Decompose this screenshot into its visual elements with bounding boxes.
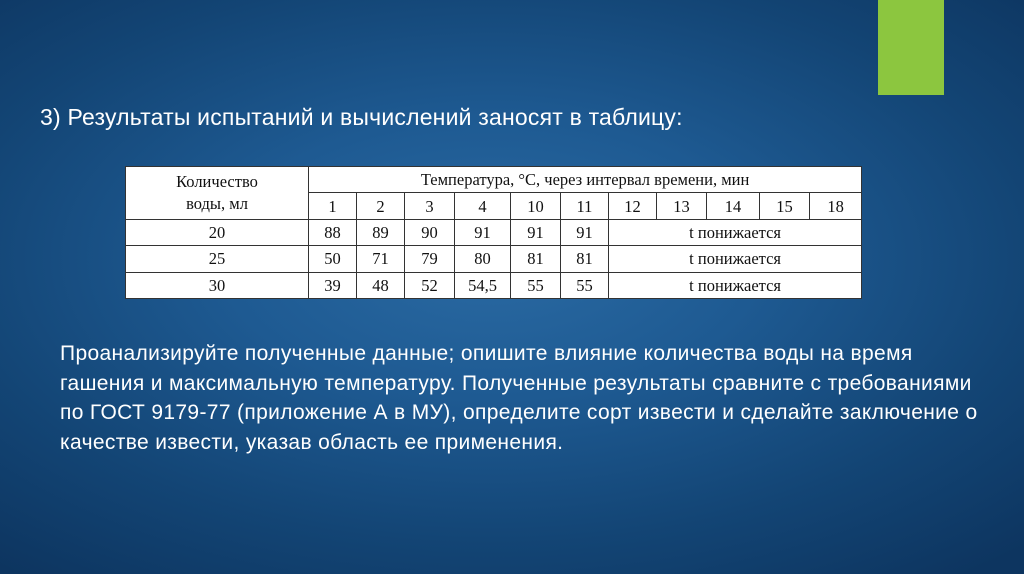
time-interval-cell: 14	[707, 193, 760, 219]
temperature-cell: 54,5	[455, 272, 511, 298]
temperature-cell: 52	[405, 272, 455, 298]
slide-heading: 3) Результаты испытаний и вычислений заносят в таблицу:	[40, 104, 683, 130]
water-quantity-cell: 20	[126, 219, 309, 245]
temperature-header: Температура, °С, через интервал времени, мин	[309, 167, 862, 193]
water-quantity-cell: 25	[126, 246, 309, 272]
accent-bar	[878, 0, 944, 95]
temperature-cell: 80	[455, 246, 511, 272]
temperature-cell: 81	[511, 246, 561, 272]
time-interval-cell: 15	[760, 193, 810, 219]
time-interval-cell: 10	[511, 193, 561, 219]
temperature-cell: 55	[511, 272, 561, 298]
temperature-cell: 89	[357, 219, 405, 245]
time-interval-cell: 11	[561, 193, 609, 219]
results-table-container	[125, 166, 861, 299]
instructions-paragraph: Проанализируйте полученные данные; опишите влияние количества воды на время гашения и максимальную температуру. Полученные результаты сравните с требованиями по ГОСТ 9179-77 (приложение А в МУ), определите сорт извести и сделайте заключение о качестве извести, указав область ее применения.	[60, 342, 978, 454]
time-interval-cell: 1	[309, 193, 357, 219]
temperature-cell: 81	[561, 246, 609, 272]
temperature-cell: 71	[357, 246, 405, 272]
temperature-cell: 90	[405, 219, 455, 245]
time-interval-cell: 13	[657, 193, 707, 219]
water-quantity-header	[126, 167, 309, 220]
temperature-cell: 91	[561, 219, 609, 245]
header-row	[126, 167, 862, 193]
time-interval-cell: 18	[810, 193, 862, 219]
temperature-cell: 50	[309, 246, 357, 272]
temperature-cell: 91	[455, 219, 511, 245]
water-quantity-header-line2: воды, мл	[186, 193, 248, 213]
temperature-note-cell: t понижается	[609, 272, 862, 298]
table-row	[126, 219, 862, 245]
time-interval-cell: 3	[405, 193, 455, 219]
temperature-cell: 79	[405, 246, 455, 272]
table-row	[126, 272, 862, 298]
water-quantity-cell: 30	[126, 272, 309, 298]
time-interval-cell: 2	[357, 193, 405, 219]
temperature-note-cell: t понижается	[609, 246, 862, 272]
temperature-cell: 48	[357, 272, 405, 298]
temperature-cell: 55	[561, 272, 609, 298]
time-interval-cell: 12	[609, 193, 657, 219]
temperature-cell: 91	[511, 219, 561, 245]
table-row	[126, 246, 862, 272]
temperature-cell: 39	[309, 272, 357, 298]
water-quantity-header-line1: Количество	[176, 171, 258, 191]
temperature-note-cell: t понижается	[609, 219, 862, 245]
time-interval-cell: 4	[455, 193, 511, 219]
results-table	[125, 166, 862, 299]
temperature-cell: 88	[309, 219, 357, 245]
